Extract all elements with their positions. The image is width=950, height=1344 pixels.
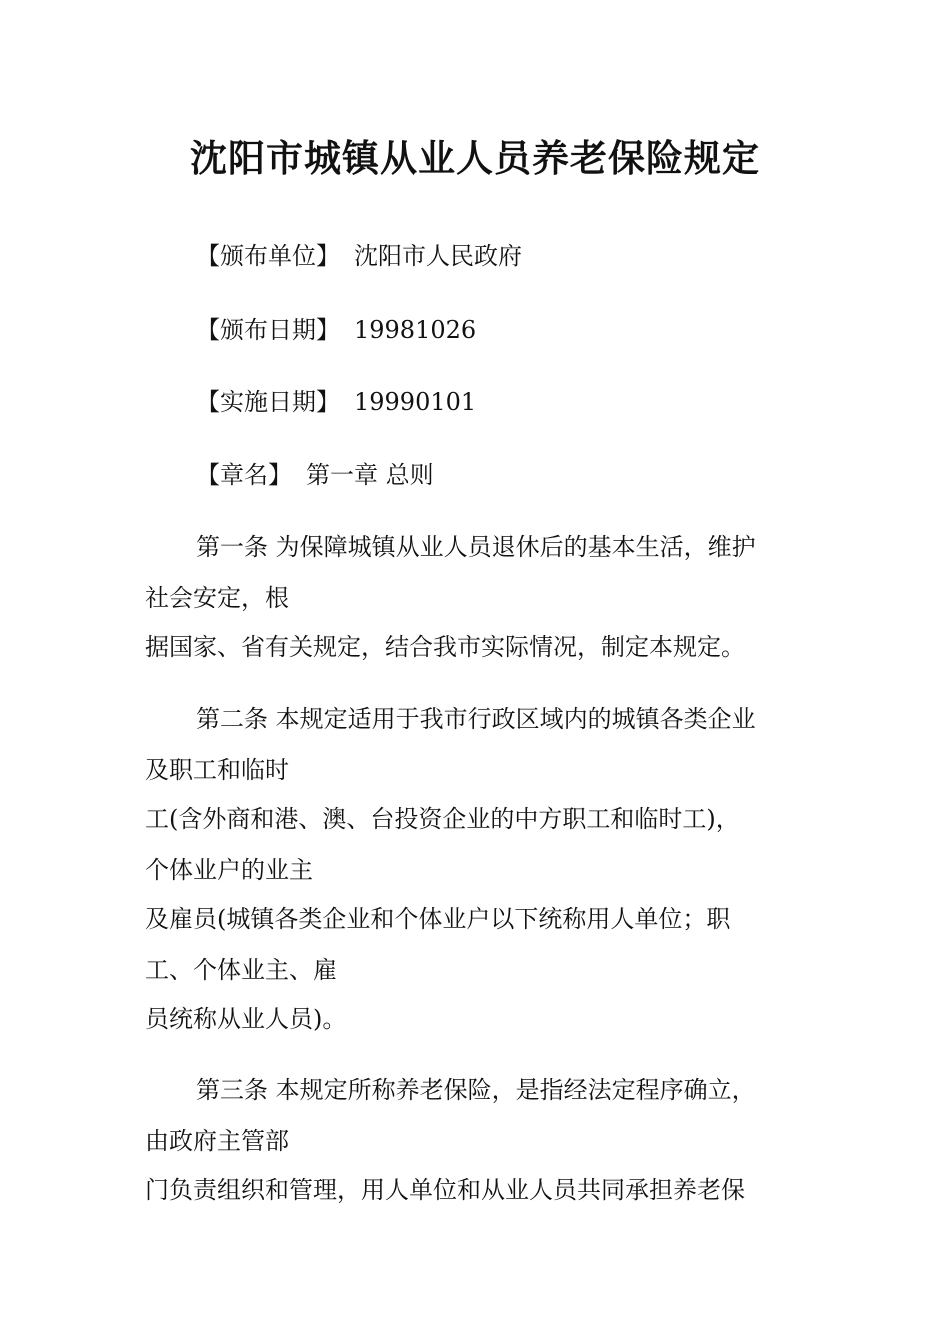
meta-effective-date-value: 19990101 [354, 388, 477, 416]
article-2-line-3: 工(含外商和港、澳、台投资企业的中方职工和临时工)， [145, 805, 740, 833]
meta-chapter-label: 【章名】 [196, 461, 292, 489]
meta-issuer-label: 【颁布单位】 [196, 242, 340, 270]
document-title: 沈阳市城镇从业人员养老保险规定 [190, 136, 760, 180]
article-2-line-2: 及职工和临时 [145, 756, 289, 784]
article-1-line-3: 据国家、省有关规定，结合我市实际情况，制定本规定。 [145, 633, 745, 661]
meta-issuer [196, 236, 522, 271]
meta-effective-date-label: 【实施日期】 [196, 388, 340, 416]
meta-chapter [196, 455, 434, 490]
meta-chapter-value: 第一章 总则 [306, 461, 434, 489]
article-1-line-1: 第一条 为保障城镇从业人员退休后的基本生活，维护 [196, 533, 756, 561]
meta-issue-date-value: 19981026 [354, 316, 477, 344]
meta-effective-date [196, 382, 476, 417]
article-1-line-2: 社会安定，根 [145, 584, 289, 612]
article-2-line-4: 个体业户的业主 [145, 856, 313, 884]
article-3-line-3: 门负责组织和管理，用人单位和从业人员共同承担养老保 [145, 1176, 745, 1204]
article-2-line-6: 工、个体业主、雇 [145, 956, 337, 984]
article-3-line-2: 由政府主管部 [145, 1127, 289, 1155]
article-3-line-1: 第三条 本规定所称养老保险，是指经法定程序确立， [196, 1076, 756, 1104]
article-2-line-7: 员统称从业人员)。 [145, 1005, 347, 1033]
article-2-line-5: 及雇员(城镇各类企业和个体业户以下统称用人单位；职 [145, 905, 731, 933]
meta-issue-date [196, 310, 476, 345]
meta-issuer-value: 沈阳市人民政府 [354, 242, 522, 270]
article-2-line-1: 第二条 本规定适用于我市行政区域内的城镇各类企业 [196, 705, 756, 733]
meta-issue-date-label: 【颁布日期】 [196, 316, 340, 344]
